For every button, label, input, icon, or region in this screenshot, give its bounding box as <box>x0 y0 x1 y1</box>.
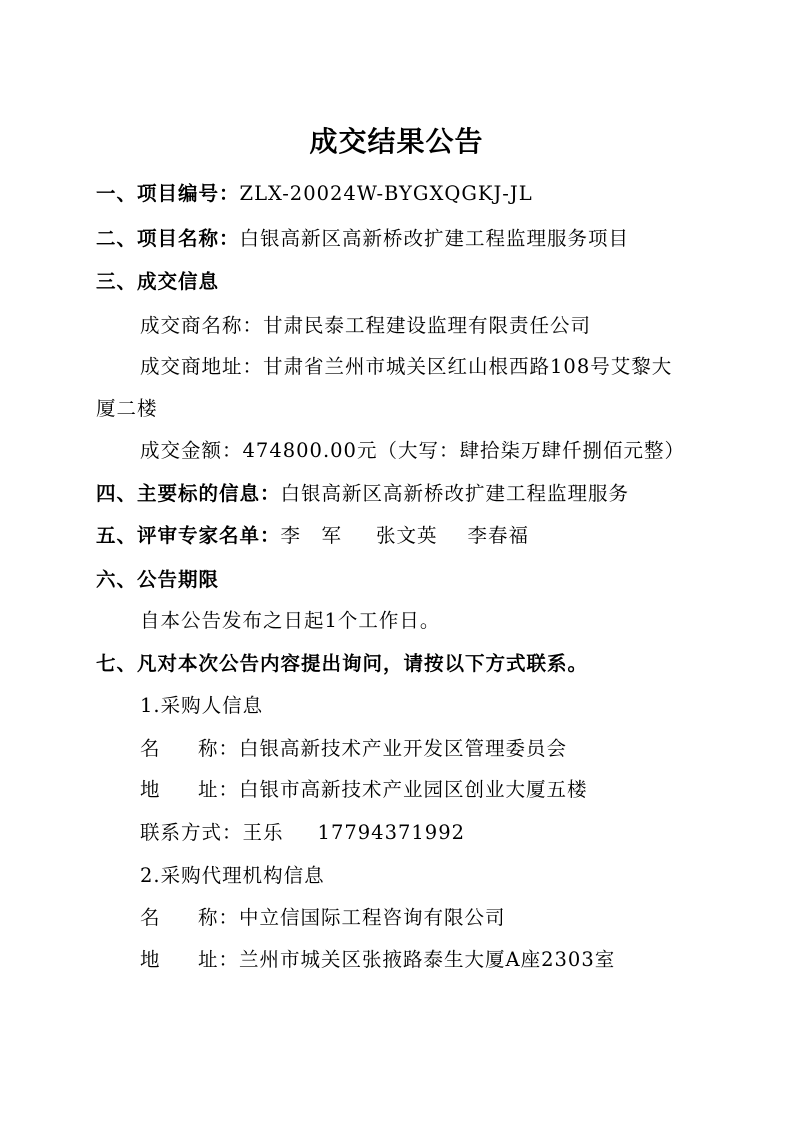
contact-phone: 17794371992 <box>317 821 466 844</box>
purchaser-contact-row <box>140 819 465 847</box>
notice-period-heading: 六、公告期限 <box>96 568 220 591</box>
supplier-name: 成交商名称：甘肃民泰工程建设监理有限责任公司 <box>140 314 592 337</box>
project-number-label: 一、项目编号： <box>96 182 240 205</box>
purchaser-name: 白银高新技术产业开发区管理委员会 <box>239 737 568 760</box>
deal-info-heading: 三、成交信息 <box>96 270 220 293</box>
name-label-char: 称： <box>198 737 240 760</box>
agency-name: 中立信国际工程咨询有限公司 <box>239 906 506 929</box>
project-number-row <box>96 180 533 208</box>
agency-name-row <box>140 904 506 932</box>
supplier-address-line2: 厦二楼 <box>96 397 158 420</box>
purchaser-address-row <box>140 776 588 804</box>
contact-label: 联系方式： <box>140 821 243 844</box>
agency-address-row <box>140 946 615 974</box>
project-name-row <box>96 225 629 253</box>
experts-label: 五、评审专家名单： <box>96 524 281 547</box>
expert-name: 李 军 <box>280 524 343 547</box>
main-subject-value: 白银高新区高新桥改扩建工程监理服务 <box>280 482 630 505</box>
name-label-char: 名 <box>140 737 161 760</box>
supplier-address-line1: 成交商地址：甘肃省兰州市城关区红山根西路108号艾黎大 <box>140 355 673 378</box>
agency-heading: 2.采购代理机构信息 <box>140 864 325 887</box>
page-title: 成交结果公告 <box>309 125 484 158</box>
purchaser-address: 白银市高新技术产业园区创业大厦五楼 <box>239 778 588 801</box>
project-name-label: 二、项目名称： <box>96 227 240 250</box>
expert-name: 李春福 <box>467 524 530 547</box>
purchaser-heading: 1.采购人信息 <box>140 694 264 717</box>
project-number-value: ZLX-20024W-BYGXQGKJ-JL <box>239 182 533 205</box>
expert-name: 张文英 <box>376 524 438 547</box>
project-name-value: 白银高新区高新桥改扩建工程监理服务项目 <box>239 227 630 250</box>
purchaser-name-row <box>140 735 567 763</box>
name-label-char: 称： <box>198 906 240 929</box>
address-label-char: 地 <box>140 778 161 801</box>
experts-row <box>96 522 529 550</box>
agency-address: 兰州市城关区张掖路泰生大厦A座2303室 <box>239 948 616 971</box>
name-label-char: 名 <box>140 906 161 929</box>
main-subject-label: 四、主要标的信息： <box>96 482 281 505</box>
address-label-char: 地 <box>140 948 161 971</box>
address-label-char: 址： <box>198 948 240 971</box>
contact-person: 王乐 <box>242 821 284 844</box>
notice-period-text: 自本公告发布之日起1个工作日。 <box>140 609 441 632</box>
address-label-char: 址： <box>198 778 240 801</box>
deal-amount: 成交金额：474800.00元（大写：肆拾柒万肆仟捌佰元整） <box>140 439 685 462</box>
contact-heading: 七、凡对本次公告内容提出询问，请按以下方式联系。 <box>96 652 589 675</box>
main-subject-row <box>96 480 629 508</box>
